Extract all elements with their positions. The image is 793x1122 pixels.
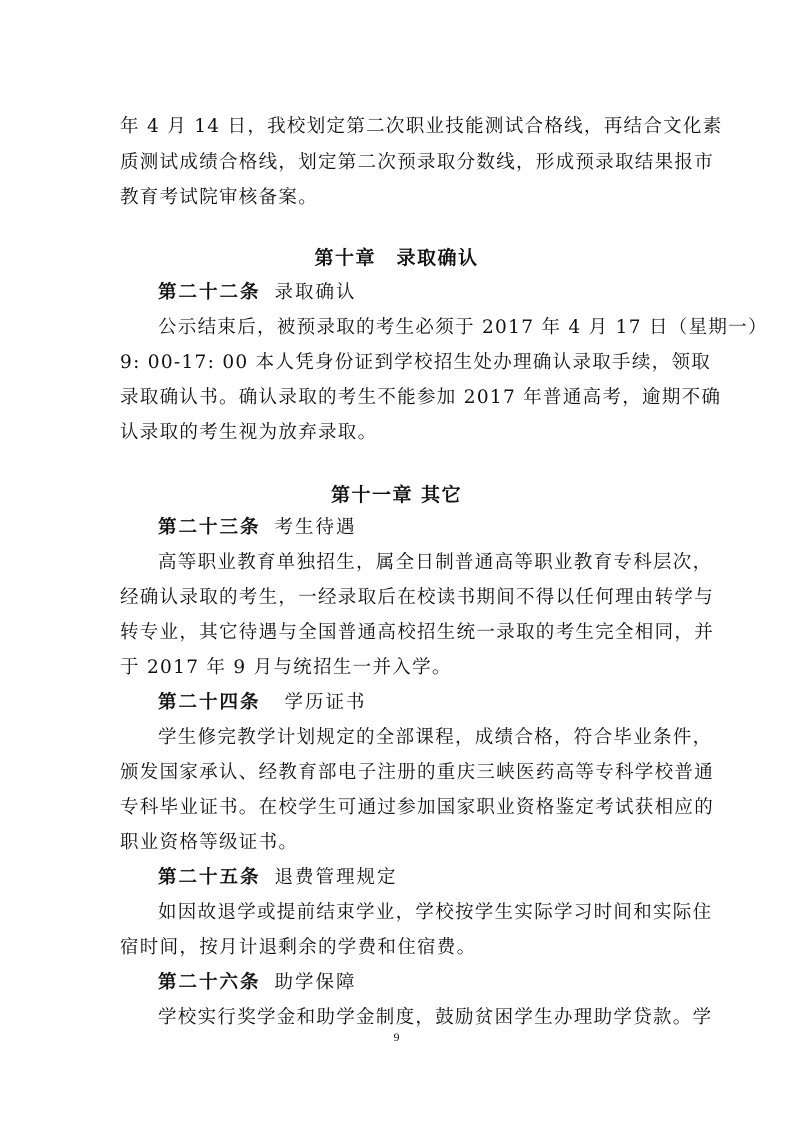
- article-23-line-1: 高等职业教育单独招生，属全日制普通高等职业教育专科层次，: [158, 552, 713, 573]
- intro-line-3: 教育考试院审核备案。: [120, 187, 319, 208]
- article-26-number: 第二十六条: [158, 972, 261, 993]
- article-24-title: 学历证书: [284, 692, 367, 713]
- article-22-line-2: 9: 00-17: 00 本人凭身份证到学校招生处办理确认录取手续，领取: [120, 352, 712, 373]
- article-22-line-1: 公示结束后，被预录取的考生必须于 2017 年 4 月 17 日（星期一）: [158, 317, 768, 338]
- article-25-line-2: 宿时间，按月计退剩余的学费和住宿费。: [120, 937, 477, 958]
- article-22-heading: [158, 282, 357, 304]
- article-26-heading: [158, 972, 357, 994]
- article-26-title: 助学保障: [274, 972, 357, 993]
- article-24-line-2: 颁发国家承认、经教育部电子注册的重庆三峡医药高等专科学校普通: [120, 762, 715, 783]
- article-23-number: 第二十三条: [158, 517, 261, 538]
- article-26-line-1: 学校实行奖学金和助学金制度，鼓励贫困学生办理助学贷款。学: [158, 1007, 713, 1028]
- article-24-line-3: 专科毕业证书。在校学生可通过参加国家职业资格鉴定考试获相应的: [120, 797, 715, 818]
- article-23-title: 考生待遇: [274, 517, 357, 538]
- article-25-title: 退费管理规定: [274, 867, 398, 888]
- article-23-line-3: 转专业，其它待遇与全国普通高校招生统一录取的考生完全相同，并: [120, 622, 715, 643]
- intro-line-1: 年 4 月 14 日，我校划定第二次职业技能测试合格线，再结合文化素: [120, 116, 723, 137]
- article-24-heading: [158, 692, 367, 714]
- article-23-line-2: 经确认录取的考生，一经录取后在校读书期间不得以任何理由转学与: [120, 587, 715, 608]
- article-25-heading: [158, 867, 398, 889]
- article-22-number: 第二十二条: [158, 282, 261, 303]
- article-24-number: 第二十四条: [158, 692, 261, 713]
- article-22-title: 录取确认: [274, 282, 357, 303]
- chapter-11-heading: 第十一章 其它: [330, 484, 463, 506]
- article-23-heading: [158, 517, 357, 539]
- article-22-line-3: 录取确认书。确认录取的考生不能参加 2017 年普通高考，逾期不确: [120, 387, 722, 408]
- article-24-line-4: 职业资格等级证书。: [120, 832, 299, 853]
- article-23-line-4: 于 2017 年 9 月与统招生一并入学。: [120, 657, 452, 678]
- article-24-line-1: 学生修完教学计划规定的全部课程，成绩合格，符合毕业条件，: [158, 727, 713, 748]
- article-25-number: 第二十五条: [158, 867, 261, 888]
- article-25-line-1: 如因故退学或提前结束学业，学校按学生实际学习时间和实际住: [158, 902, 713, 923]
- intro-line-2: 质测试成绩合格线，划定第二次预录取分数线，形成预录取结果报市: [120, 152, 715, 173]
- chapter-10-heading: 第十章 录取确认: [314, 247, 479, 269]
- page-number: 9: [393, 1030, 400, 1044]
- article-22-line-4: 认录取的考生视为放弃录取。: [120, 422, 378, 443]
